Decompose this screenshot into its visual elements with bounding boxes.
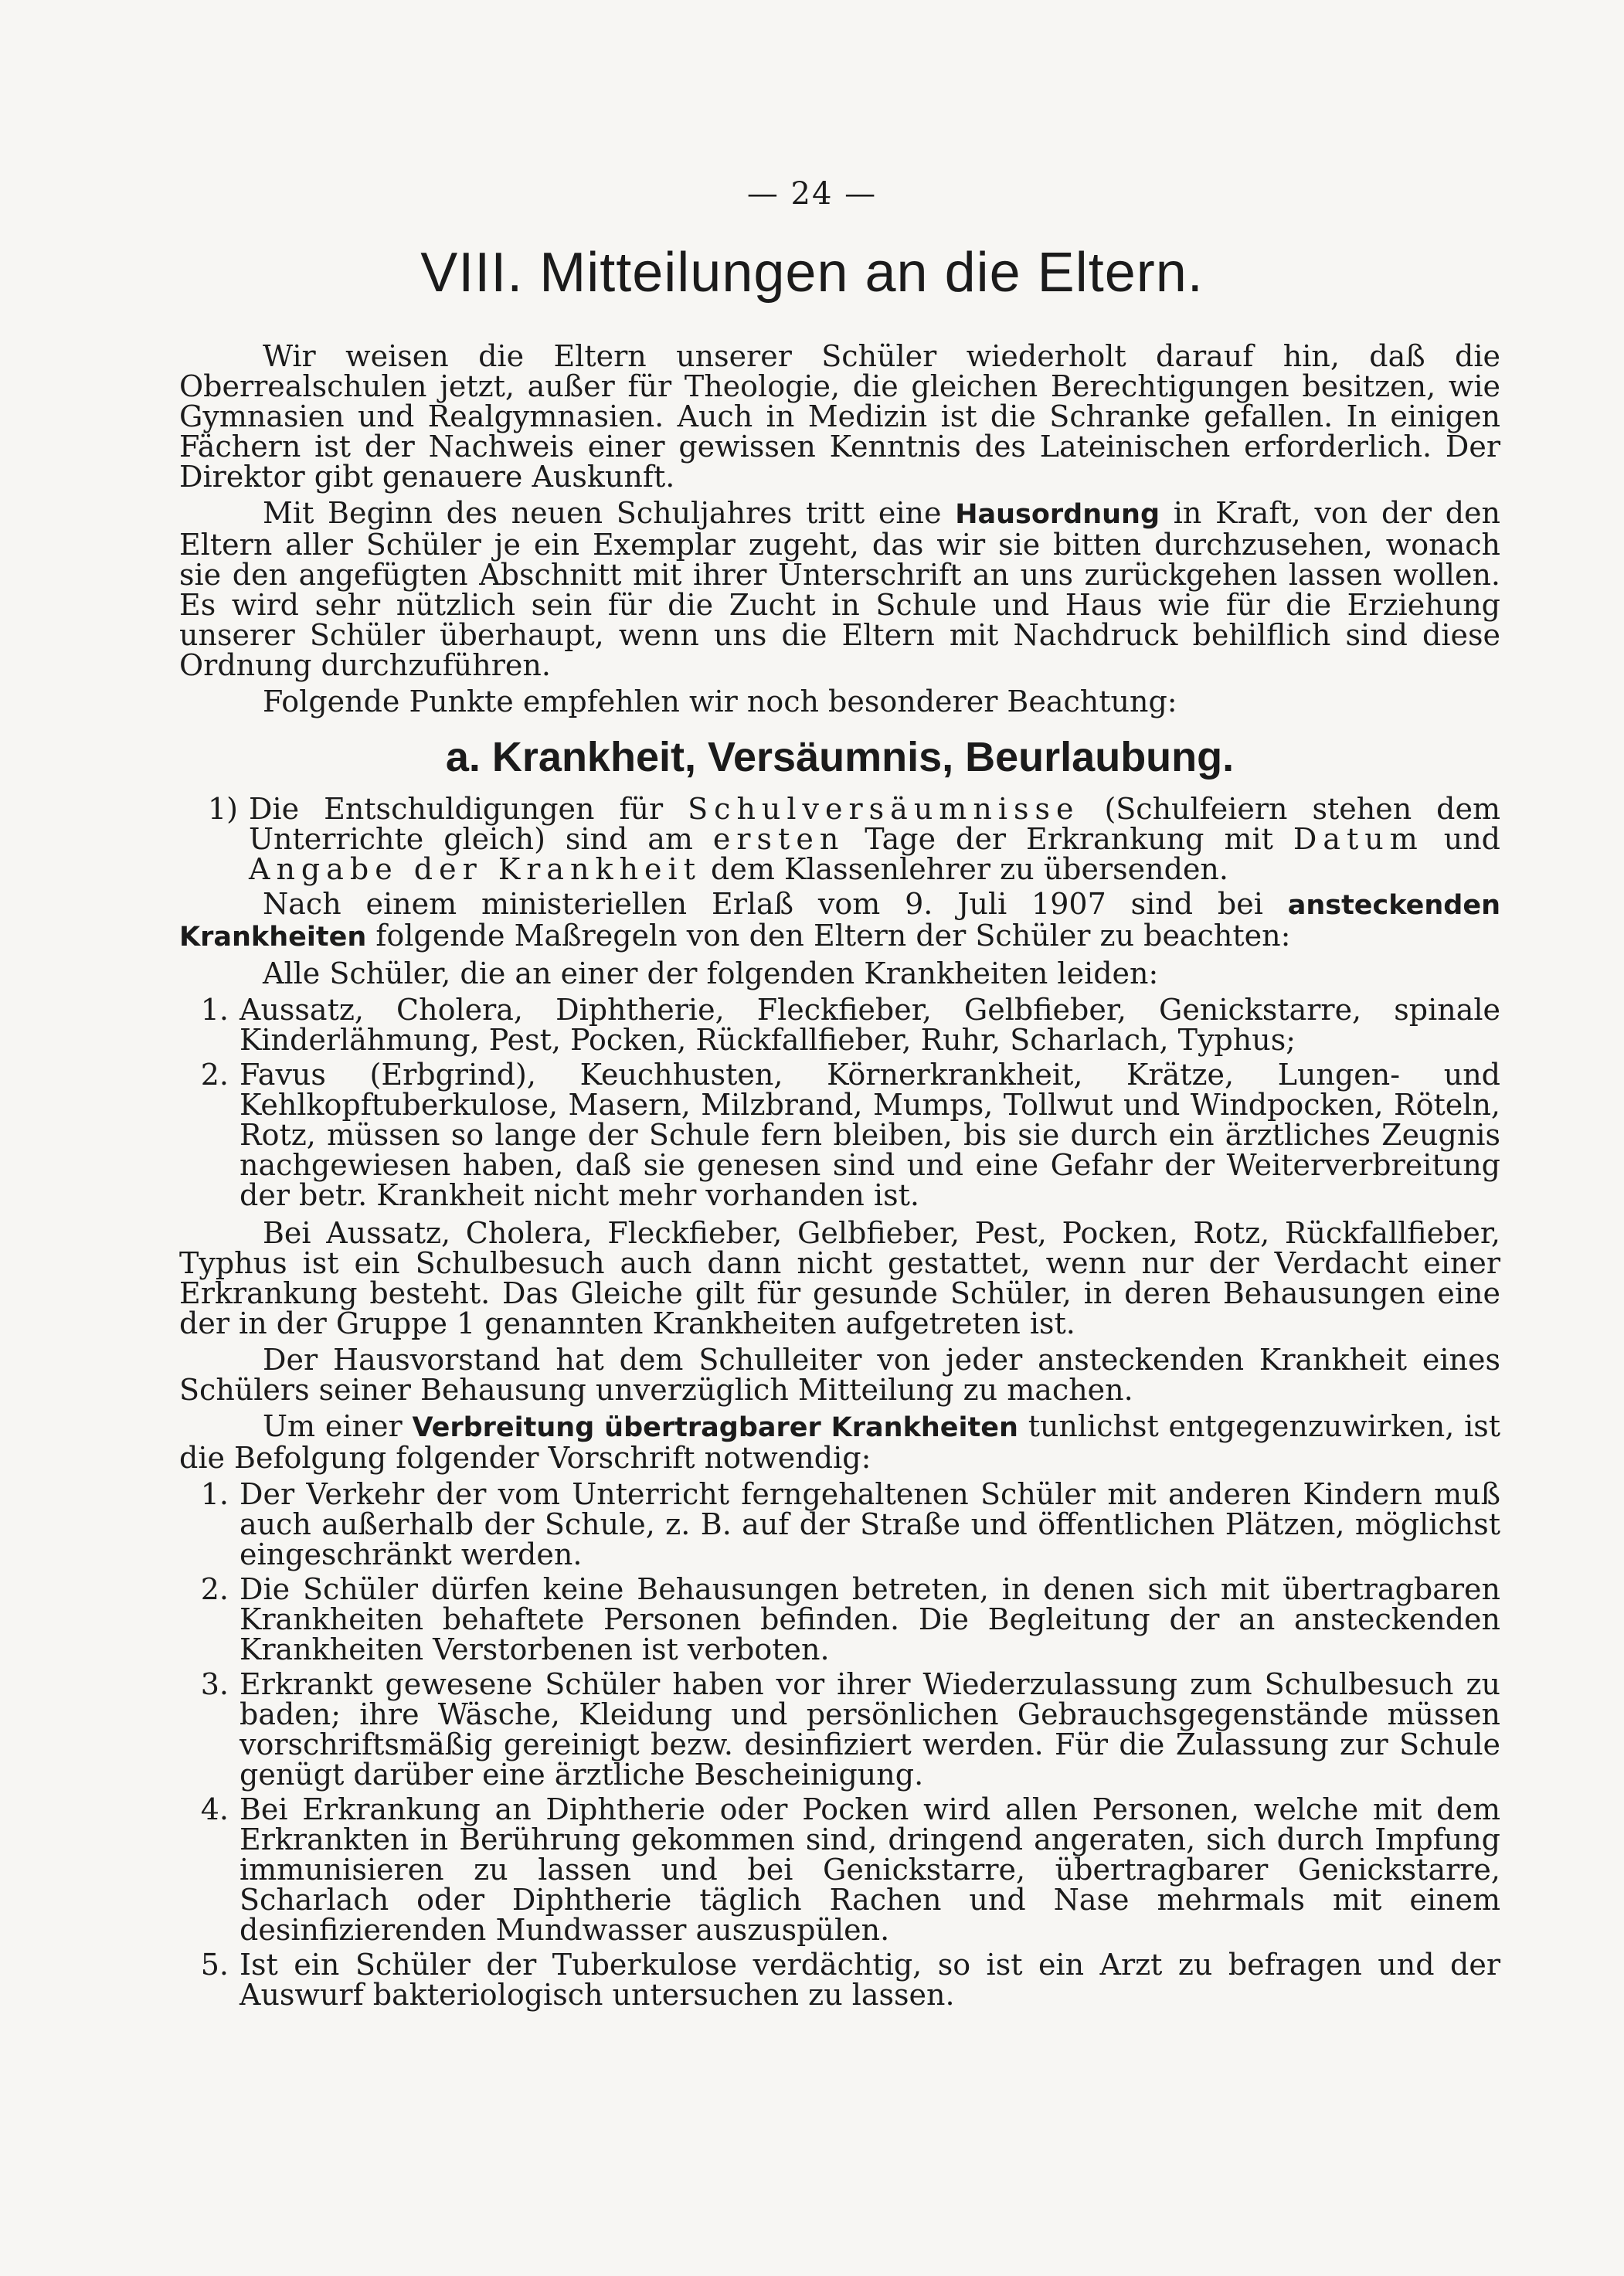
text-run: Um einer — [263, 1409, 413, 1443]
list-item-number: 2. — [200, 1058, 229, 1092]
text-run: (Schulfeiern stehen dem Unterrichte gleich) sind am — [249, 792, 1500, 856]
disease-group-list — [179, 995, 1500, 1211]
chapter-title: VIII. Mitteilungen an die Eltern. — [420, 242, 1204, 304]
list-item-number: 3. — [200, 1667, 229, 1701]
spaced-emphasis: Angabe der Krankheit — [249, 852, 702, 886]
list-item-number: 1. — [200, 993, 229, 1027]
list-item — [179, 1950, 1500, 2010]
section-heading: a. Krankheit, Versäumnis, Beurlaubung. — [445, 734, 1235, 780]
list-item-text: Ist ein Schüler der Tuberkulose verdächtig, so ist ein Arzt zu befragen und der Auswurf bakteriologisch untersuchen zu lassen. — [240, 1948, 1500, 2012]
alle-schueler-paragraph: Alle Schüler, die an einer der folgenden Krankheiten leiden: — [263, 956, 1159, 990]
document-body — [179, 341, 1500, 2018]
hausordnung-emphasis: Hausordnung — [955, 499, 1160, 530]
list-item-number: 1) — [207, 792, 238, 826]
verbreitung-emphasis: Verbreitung übertragbarer Krankheiten — [412, 1412, 1018, 1443]
spaced-emphasis: Schulversäumnisse — [688, 792, 1080, 826]
intro-paragraph-2-end: in Kraft, von der den Eltern aller Schüler je ein Exemplar zugeht, das wir sie bitten durchzusehen, wonach sie den angefügten Abschnitt mit ihrer Unterschrift an uns zurückgehen lassen wollen. Es wird sehr nützlich sein für die Zucht in Schule und Haus wie für die Erziehung unserer Schüler überhaupt, wenn uns die Eltern mit Nachdruck behilflich sind diese Ordnung durchzuführen. — [179, 496, 1501, 682]
verbreitung-paragraph — [179, 1411, 1500, 1473]
rules-list — [179, 1479, 1500, 2010]
list-item — [179, 794, 1500, 885]
text-run: tunlichst entgegenzuwirken, ist die Befolgung folgender Vorschrift notwendig: — [179, 1409, 1500, 1475]
intro-paragraph-2 — [179, 498, 1500, 681]
list-item-text: Die Schüler dürfen keine Behausungen betreten, in denen sich mit übertragbaren Krankheiten behaftete Personen befinden. Die Begleitung der an ansteckenden Krankheiten Verstorbenen ist verboten. — [240, 1572, 1500, 1666]
text-run: Nach einem ministeriellen Erlaß vom 9. Juli 1907 sind bei — [263, 887, 1288, 921]
list-item-text: Der Verkehr der vom Unterricht ferngehaltenen Schüler mit anderen Kindern muß auch außerhalb der Schule, z. B. auf der Straße und öffentlichen Plätzen, möglichst eingeschränkt werden. — [240, 1477, 1500, 1571]
list-item-text — [249, 794, 1500, 885]
bei-aussatz-paragraph: Bei Aussatz, Cholera, Fleckfieber, Gelbfieber, Pest, Pocken, Rotz, Rückfallfieber, Typhus ist ein Schulbesuch auch dann nicht gestattet, wenn nur der Verdacht einer Erkrankung besteht. Das Gleiche gilt für gesunde Schüler, in deren Behausungen eine der in der Gruppe 1 genannten Krankheiten aufgetreten ist. — [179, 1216, 1500, 1340]
list-item-number: 1. — [200, 1477, 229, 1511]
text-run: Tage der Erkrankung mit — [844, 822, 1293, 856]
list-item — [179, 1792, 1500, 1947]
list-item — [179, 1479, 1500, 1570]
list-item-number: 5. — [200, 1948, 229, 1982]
intro-paragraph-1: Wir weisen die Eltern unserer Schüler wiederholt darauf hin, daß die Oberrealschulen jetzt, außer für Theologie, die gleichen Berechtigungen besitzen, wie Gymnasien und Realgymnasien. Auch in Medizin ist die Schranke gefallen. In einigen Fächern ist der Nachweis einer gewissen Kenntnis des Lateinischen erforderlich. Der Direktor gibt genauere Auskunft. — [179, 339, 1500, 494]
text-run: und — [1423, 822, 1501, 856]
text-run: Die Entschuldigungen für — [249, 792, 688, 826]
intro-paragraph-3: Folgende Punkte empfehlen wir noch besonderer Beachtung: — [263, 684, 1177, 718]
list-item-text: Erkrankt gewesene Schüler haben vor ihrer Wiederzulassung zum Schulbesuch zu baden; ihre Wäsche, Kleidung und persönlichen Gebrauchsgegenstände müssen vorschriftsmäßig gereinigt bezw. desinfiziert werden. Für die Zulassung zur Schule genügt darüber eine ärztliche Bescheinigung. — [240, 1667, 1500, 1792]
text-run: dem Klassenlehrer zu übersenden. — [701, 852, 1228, 886]
list-item — [179, 1060, 1500, 1211]
spaced-emphasis: Datum — [1293, 822, 1424, 856]
list-item — [179, 995, 1500, 1055]
list-item-text: Favus (Erbgrind), Keuchhusten, Körnerkrankheit, Krätze, Lungen- und Kehlkopftuberkulose, Masern, Milzbrand, Mumps, Tollwut und Windpocken, Röteln, Rotz, müssen so lange der Schule fern bleiben, bis sie durch ein ärztliches Zeugnis nachgewiesen haben, daß sie genesen sind und eine Gefahr der Weiterverbreitung der betr. Krankheit nicht mehr vorhanden ist. — [240, 1058, 1500, 1212]
ansteckende-krankheiten-emphasis: ansteckenden Krankheiten — [179, 890, 1500, 953]
erlass-paragraph — [179, 889, 1500, 953]
list-item-number: 2. — [200, 1572, 229, 1606]
list-item — [179, 1572, 1500, 1666]
list-item — [179, 1667, 1500, 1792]
list-item-number: 4. — [200, 1792, 229, 1826]
intro-paragraph-2-start: Mit Beginn des neuen Schuljahres tritt eine — [263, 496, 956, 530]
list-item-text: Bei Erkrankung an Diphtherie oder Pocken wird allen Personen, welche mit dem Erkrankten in Berührung gekommen sind, dringend angeraten, sich durch Impfung immunisieren zu lassen und bei Genickstarre, übertragbarer Genickstarre, Scharlach oder Diphtherie täglich Rachen und Nase mehrmals mit einem desinfizierenden Mundwasser auszuspülen. — [240, 1792, 1500, 1947]
spaced-emphasis: ersten — [712, 822, 845, 856]
hausvorstand-paragraph: Der Hausvorstand hat dem Schulleiter von jeder ansteckenden Krankheit eines Schülers seiner Behausung unverzüglich Mitteilung zu machen. — [179, 1343, 1500, 1407]
text-run: folgende Maßregeln von den Eltern der Schüler zu beachten: — [366, 919, 1291, 953]
list-item-text: Aussatz, Cholera, Diphtherie, Fleckfieber, Gelbfieber, Genickstarre, spinale Kinderlähmung, Pest, Pocken, Rückfallfieber, Ruhr, Scharlach, Typhus; — [240, 993, 1500, 1057]
page-number: — 24 — — [746, 176, 878, 212]
